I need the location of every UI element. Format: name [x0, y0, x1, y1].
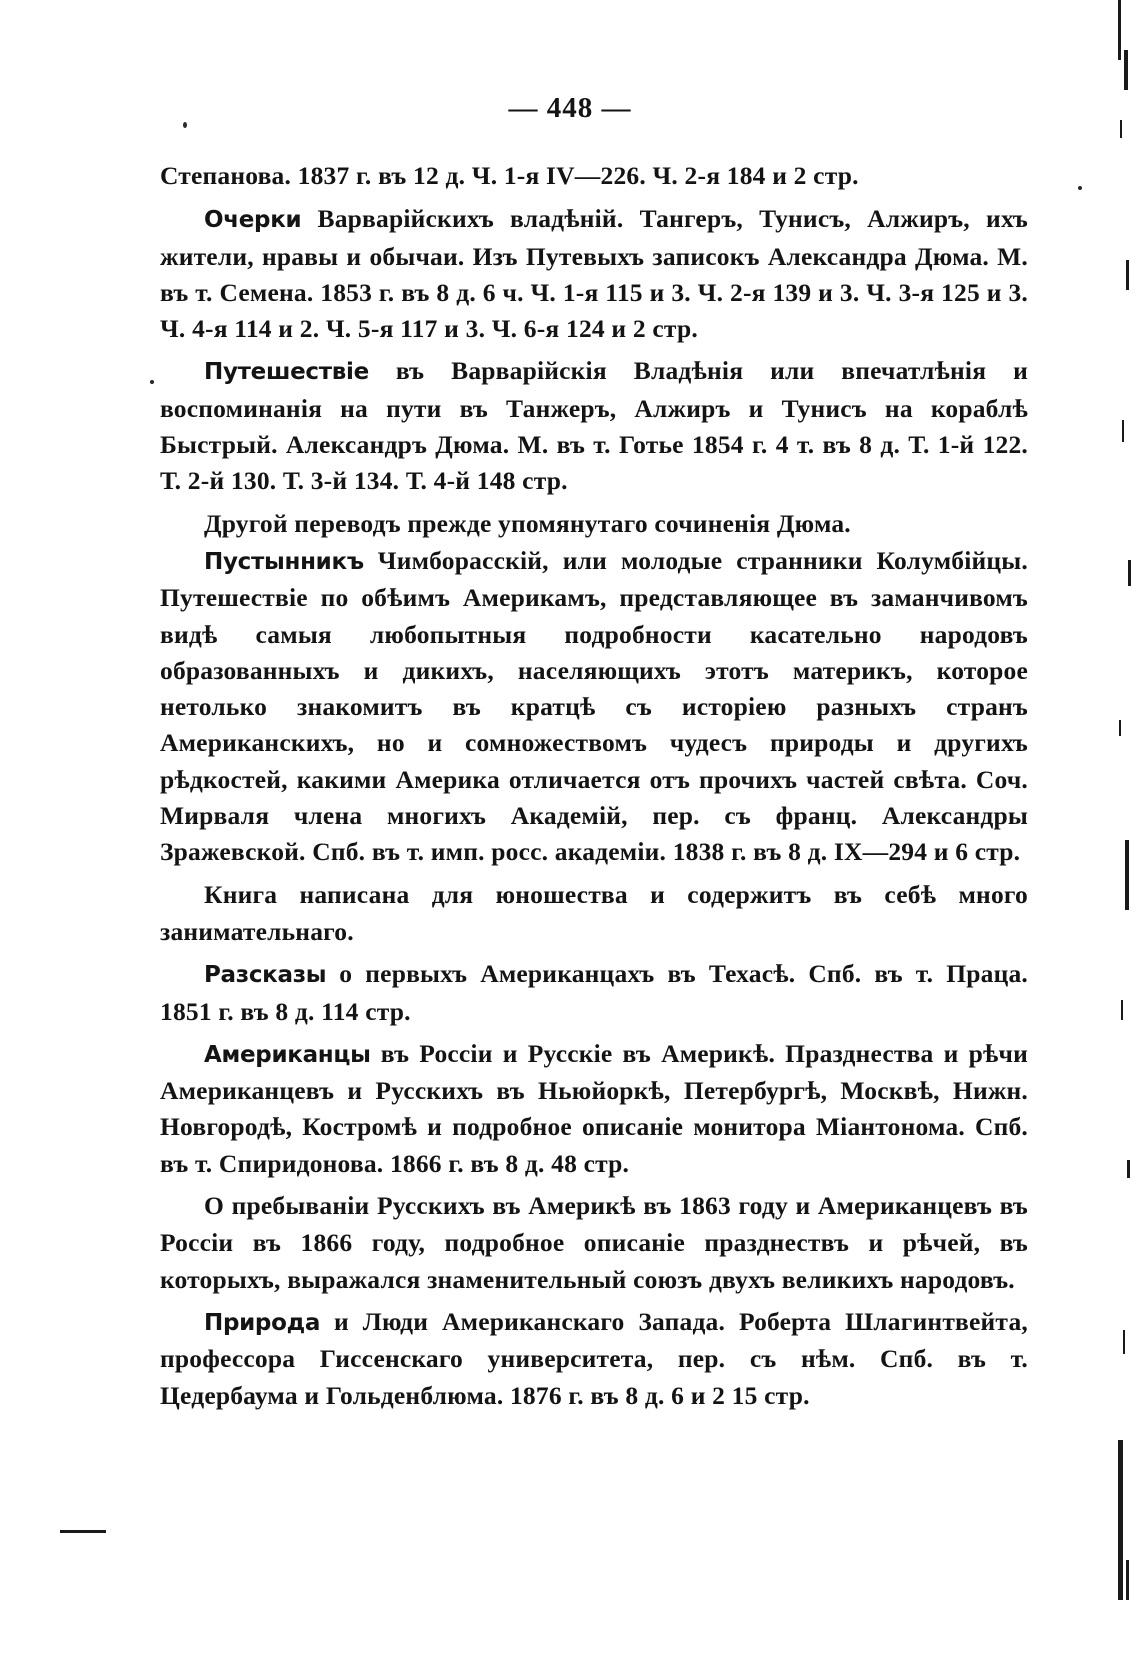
- paragraph: [160, 956, 1028, 1030]
- scan-speck: [183, 122, 187, 128]
- entry-lead-word: Очерки: [204, 207, 302, 234]
- margin-dash-mark: [60, 1530, 106, 1533]
- paragraph: [160, 543, 1028, 871]
- paragraph-text: О пребываніи Русскихъ въ Америкѣ въ 1863 году и Американцевъ въ Россіи въ 1866 году, подробное описаніе празднествъ и рѣчей, въ которыхъ, выражался знаменительный союзъ двухъ великихъ народовъ.: [160, 1191, 1028, 1294]
- paragraph: [160, 1036, 1028, 1182]
- text-column: [160, 158, 1028, 1414]
- paragraph: [160, 506, 1028, 543]
- paragraph: [160, 201, 1028, 347]
- page-number: — 448 —: [508, 92, 632, 124]
- paragraph-text: Чимборасскій, или молодые странники Колумбійцы. Путешествіе по обѣимъ Америкамъ, представляющее въ заманчивомъ видѣ самыя любопытныя подробности касательно народовъ образованныхъ и дикихъ, населяющихъ этотъ материкъ, которое нетолько знакомитъ въ кратцѣ съ исторіею разныхъ странъ Американскихъ, но и сомножествомъ чудесъ природы и другихъ рѣдкостей, какими Америка отличается отъ прочихъ частей свѣта. Соч. Мирваля члена многихъ Академій, пер. съ франц. Александры Зражевской. Спб. въ т. имп. росс. академіи. 1838 г. въ 8 д. IX—294 и 6 стр.: [160, 545, 1028, 867]
- entry-lead-word: Американцы: [204, 1041, 371, 1068]
- paragraph-text: и Люди Американскаго Запада. Роберта Шлагинтвейта, профессора Гиссенскаго университета, пер. съ нѣм. Спб. въ т. Цедербаума и Гольденблюма. 1876 г. въ 8 д. 6 и 2 15 стр.: [160, 1306, 1028, 1410]
- paragraph-text: въ Варварійскія Владѣнія или впечатлѣнія и воспоминанія на пути въ Танжеръ, Алжиръ и Тунисъ на кораблѣ Быстрый. Александръ Дюма. М. въ т. Готье 1854 г. 4 т. въ 8 д. Т. 1-й 122. Т. 2-й 130. Т. 3-й 134. Т. 4-й 148 стр.: [160, 356, 1028, 496]
- scan-speck: [150, 380, 154, 384]
- paragraph-text: Другой переводъ прежде упомянутаго сочиненія Дюма.: [204, 508, 851, 538]
- paragraph-text: Степанова. 1837 г. въ 12 д. Ч. 1-я IV—226. Ч. 2-я 184 и 2 стр.: [160, 161, 859, 190]
- scan-speck: [1078, 186, 1082, 190]
- entry-lead-word: Природа: [204, 1309, 321, 1336]
- paragraph-text: Книга написана для юношества и содержитъ въ себѣ много занимательнаго.: [160, 879, 1028, 946]
- scan-edge-artifacts: [1110, 0, 1140, 1657]
- paragraph-text: въ Россіи и Русскіе въ Америкѣ. Празднества и рѣчи Американцевъ и Русскихъ въ Ньюйоркѣ, Петербургѣ, Москвѣ, Нижн. Новгородѣ, Костромѣ и подробное описаніе монитора Міантонома. Спб. въ т. Спиридонова. 1866 г. въ 8 д. 48 стр.: [160, 1038, 1028, 1178]
- paragraph-text: Варварійскихъ владѣній. Тангеръ, Тунисъ, Алжиръ, ихъ жители, нравы и обычаи. Изъ Путевыхъ записокъ Александра Дюма. М. въ т. Семена. 1853 г. въ 8 д. 6 ч. Ч. 1-я 115 и 3. Ч. 2-я 139 и 3. Ч. 3-я 125 и 3. Ч. 4-я 114 и 2. Ч. 5-я 117 и 3. Ч. 6-я 124 и 2 стр.: [160, 204, 1028, 344]
- paragraph: [160, 158, 1028, 195]
- entry-lead-word: Путешествіе: [204, 359, 369, 386]
- paragraph-text: о первыхъ Американцахъ въ Техасѣ. Спб. въ т. Праца. 1851 г. въ 8 д. 114 стр.: [160, 959, 1028, 1026]
- paragraph: [160, 1304, 1028, 1414]
- paragraph: [160, 877, 1028, 951]
- entry-lead-word: Разсказы: [204, 962, 327, 989]
- paragraph: [160, 1188, 1028, 1298]
- entry-lead-word: Пустынникъ: [204, 548, 364, 575]
- paragraph: [160, 353, 1028, 499]
